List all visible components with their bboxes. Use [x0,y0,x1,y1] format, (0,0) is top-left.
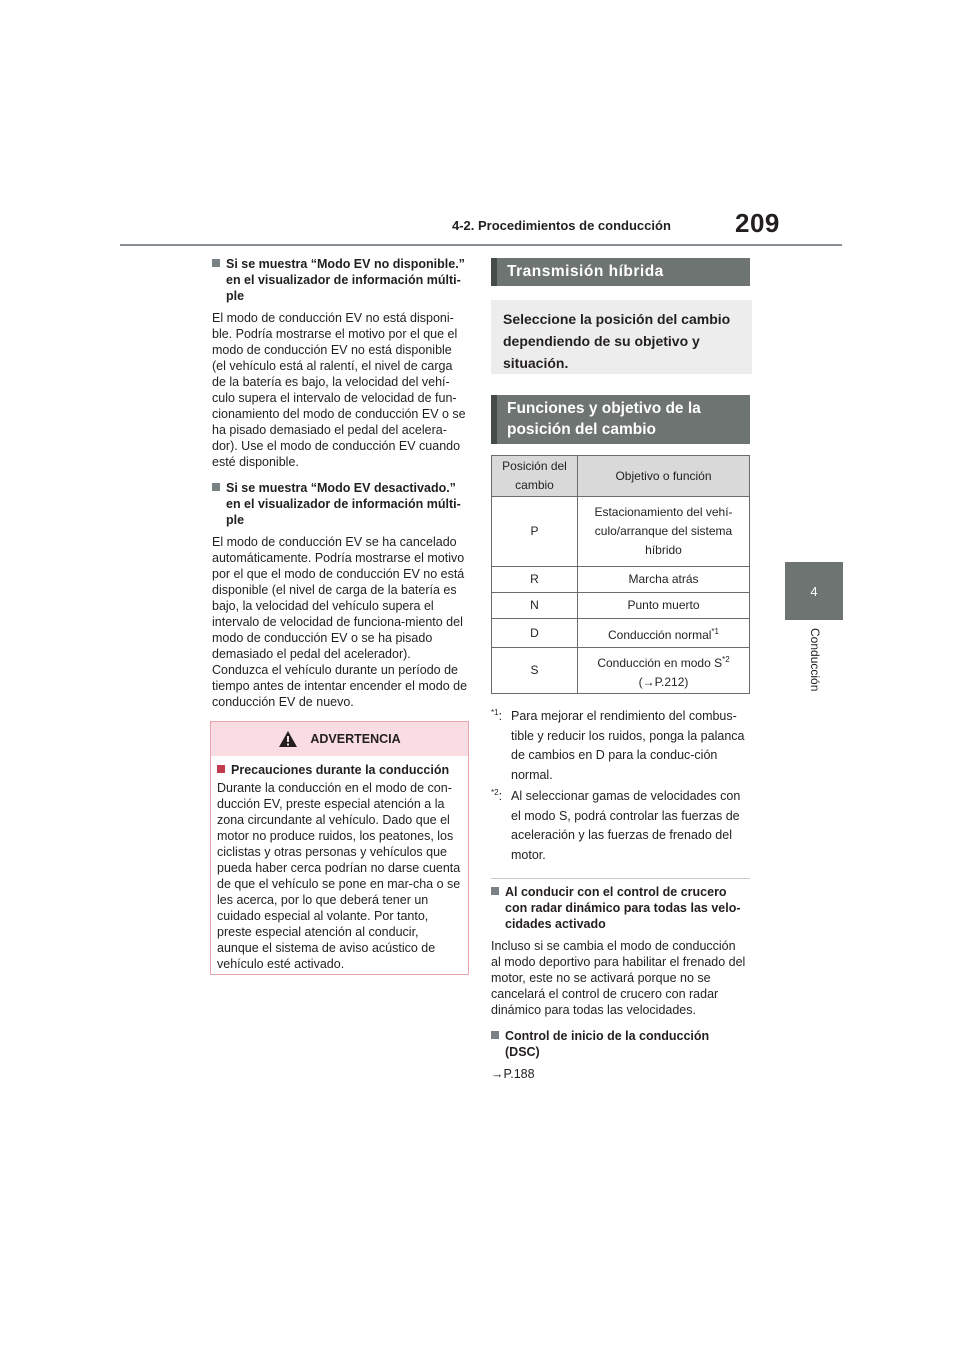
footnote-2: $^{*2}$: Al seleccionar gamas de velocidades con el modo S, podrá controlar las fuerzas de aceleración y las fuerzas de frenado del motor. [491,788,741,862]
warning-heading: Precauciones durante la conducción [217,762,462,778]
table-cell-function: Conducción normal$^{*1}$ [578,619,750,648]
chapter-tab [785,562,843,620]
chapter-number: 4 [810,583,818,599]
table-cell-position: P [492,497,578,567]
square-bullet-icon [491,1031,499,1039]
square-bullet-icon [491,887,499,895]
ev-unavailable-heading: Si se muestra “Modo EV no disponible.” en el visualizador de información múlti-ple [212,256,468,304]
intro-box: Seleccione la posición del cambio dependiendo de su objetivo y situación. [491,300,752,374]
ev-deactivated-heading: Si se muestra “Modo EV desactivado.” en el visualizador de información múlti-ple [212,480,468,528]
shift-position-table [491,455,750,694]
table-row [492,648,750,694]
warning-title: ADVERTENCIA [310,732,401,746]
warning-triangle-icon [278,730,298,748]
warning-content [211,756,468,972]
table-row [492,567,750,593]
dsc-heading: Control de inicio de la conducción (DSC) [491,1028,747,1060]
dsc-page-link[interactable]: →P.188 [491,1067,535,1081]
warning-title-bar [211,722,468,756]
table-cell-function: Estacionamiento del vehí-culo/arranque del sistema híbrido [578,497,750,567]
table-header-row [492,456,750,497]
table-row [492,619,750,648]
warning-box [210,721,469,975]
chapter-label [806,628,824,708]
table-row [492,497,750,567]
square-bullet-icon [217,765,225,773]
table-cell-function: Punto muerto [578,593,750,619]
right-column-text [491,884,747,1092]
square-bullet-icon [212,483,220,491]
table-header-position: Posición del cambio [492,456,578,497]
table-row [492,593,750,619]
table-cell-function: Conducción en modo $S^{*2}$ (→P.212) [578,648,750,694]
table-cell-position: S [492,648,578,694]
table-header-function: Objetivo o función [578,456,750,497]
table-cell-position: N [492,593,578,619]
cruise-control-heading: Al conducir con el control de crucero con radar dinámico para todas las velo-cidades activado [491,884,747,932]
table-cell-position: R [492,567,578,593]
left-column [212,256,468,720]
ev-unavailable-body: El modo de conducción EV no está disponi-ble. Podría mostrarse el motivo por el que el modo de conducción EV no está disponible (el vehículo está al ralentí, el nivel de carga de la batería es bajo, la velocidad del vehí-culo supera el intervalo de velocidad de fun-cionamiento del modo de conducción EV o se ha pisado demasiado el pedal del acelera-dor). Use el modo de conducción EV cuando esté disponible. [212,311,466,469]
table-cell-function: Marcha atrás [578,567,750,593]
page-number: 209 [735,208,780,238]
chapter-label-text: Conducción [808,628,822,692]
ev-deactivated-body: El modo de conducción EV se ha cancelado automáticamente. Podría mostrarse el motivo por el que el modo de conducción EV no está disponible (el nivel de carga de la batería es bajo, la velocidad del vehículo supera el intervalo de velocidad de funciona-miento del modo de conducción EV o se ha pisado demasiado el pedal del acelerador). Conduzca el vehículo durante un período de tiempo antes de intentar encender el modo de conducción EV de nuevo. [212,535,468,709]
square-bullet-icon [212,259,220,267]
cruise-control-body: Incluso si se cambia el modo de conducción al modo deportivo para habilitar el frenado del motor, este no se activará porque no se cancelará el control de crucero con radar dinámico para todas las velocidades. [491,939,746,1017]
footnote-ref: *2 [722,654,730,664]
footnote-1: $^{*1}$: Para mejorar el rendimiento del combus-tible y reducir los ruidos, ponga la palanca de cambios en D para la conduc-ción normal. [491,708,745,782]
table-cell-position: D [492,619,578,648]
footnote-ref: *1 [711,626,719,636]
divider [491,878,750,879]
warning-body: Durante la conducción en el modo de con-ducción EV, preste especial atención a la zona circundante al vehículo. Dado que el motor no produce ruidos, los peatones, los ciclistas y otras personas y vehículos que pueda haber cerca podrían no darse cuenta de que el vehículo se pone en mar-cha o se les acerca, por lo que deberá tener un cuidado especial al volante. Por tanto, preste especial atención al conducir, aunque el sistema de aviso acústico de vehículo esté activado. [217,781,461,971]
section-bar-hybrid-transmission: Transmisión híbrida [491,258,750,286]
page-reference: (→P.212) [638,674,689,689]
header-divider [120,244,842,246]
section-title: 4-2. Procedimientos de conducción [452,218,671,233]
subsection-bar-functions: Funciones y objetivo de la posición del cambio [491,395,750,444]
